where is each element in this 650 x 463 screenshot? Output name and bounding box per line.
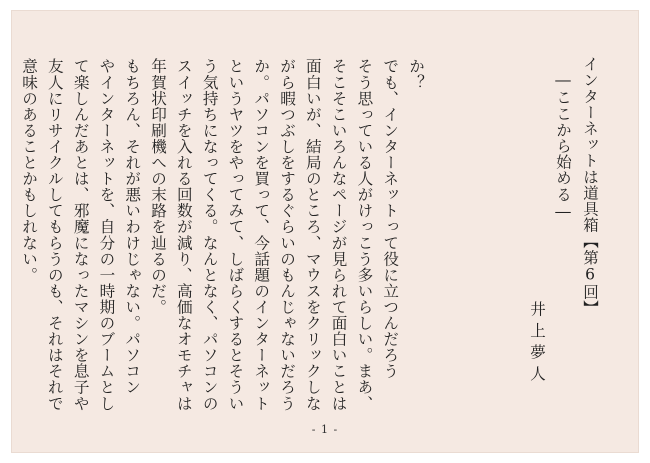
text-line: がら暇つぶしをするぐらいのもんじゃないだろう: [278, 58, 297, 412]
paragraph-1: [144, 58, 428, 411]
text-line: スイッチを入れる回数が減り、高価なオモチャは: [174, 58, 193, 412]
text-line: か。パソコンを買って、今話題のインターネット: [252, 58, 271, 412]
text-line: そう思っている人がけっこう多いらしい。まあ、: [355, 58, 374, 412]
text-line: もちろん、それが悪いわけじゃない。パソコン: [123, 58, 142, 396]
text-line: やインターネットを、自分の一時期のブームとし: [97, 58, 116, 412]
text-line: 意味のあることかもしれない。: [20, 58, 39, 283]
text-line: そこそこいろんなページが見られて面白いことは: [329, 58, 348, 412]
text-line: 友人にリサイクルしてもらうのも、それはそれで: [45, 58, 64, 412]
article-subtitle: ―ここから始める―: [554, 71, 572, 221]
manuscript-page: [11, 10, 639, 453]
page-number: - 1 -: [311, 423, 339, 436]
author-name: 井上夢人: [528, 301, 546, 387]
text-line: 年賀状印刷機への末路を辿るのだ。: [149, 58, 168, 315]
text-line: 面白いが、結局のところ、マウスをクリックしな: [303, 58, 322, 412]
text-line: か？: [407, 58, 425, 91]
text-line: て楽しんだあとは、邪魔になったマシンを息子や: [71, 58, 90, 412]
article-title: インターネットは道具箱【第6回】: [581, 56, 599, 317]
body-text: [15, 58, 428, 411]
text-line: というヤツをやってみて、しばらくするとそうい: [226, 58, 245, 412]
text-line: でも、インターネットって役に立つんだろう: [381, 58, 400, 379]
text-line: う気持ちになってくる。なんとなく、パソコンの: [200, 58, 219, 412]
paragraph-2: [15, 58, 144, 411]
